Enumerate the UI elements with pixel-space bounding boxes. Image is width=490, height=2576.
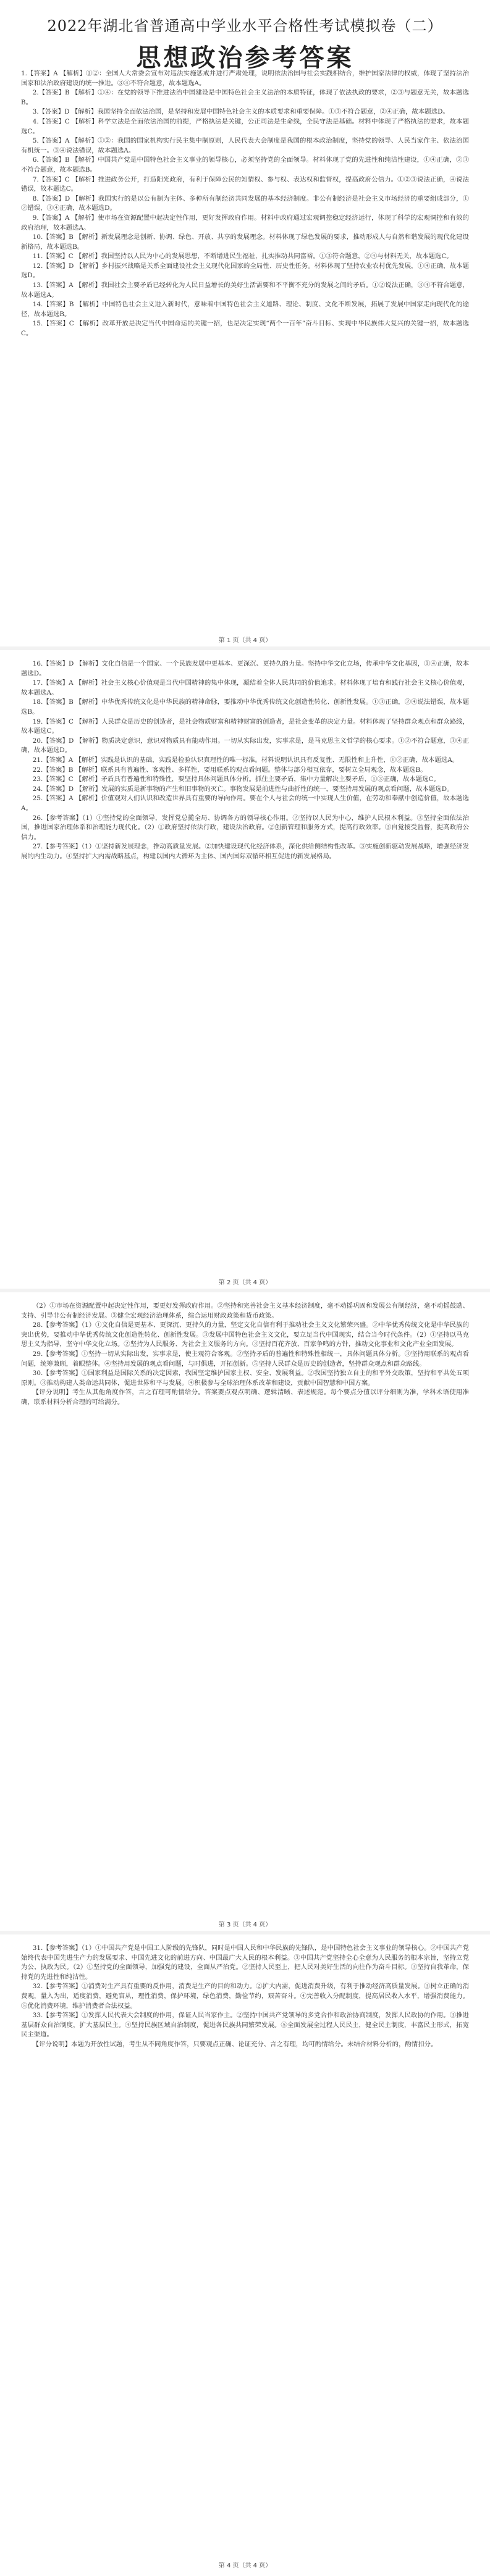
page-footer: 第 4 页（共 4 页） — [218, 2562, 272, 2569]
answer-paragraph: 10.【答案】B 【解析】新发展理念是创新、协调、绿色、开放、共享的发展理念。材料体现了绿色发展的要求，推动形成人与自然和谐发展的现代化建设新格局，故本题选B。 — [21, 233, 469, 251]
answer-paragraph: 11.【答案】C 【解析】我国坚持以人民为中心的发展思想，不断增进民生福祉，扎实推动共同富裕。①③符合题意，②④与材料无关，故本题选C。 — [32, 253, 453, 261]
answer-page-1 — [0, 0, 490, 648]
answer-paragraph: 25.【答案】A 【解析】价值观对人们认识和改造世界具有重要的导向作用。要在个人与社会的统一中实现人生价值，在劳动和奉献中创造价值，故本题选A。 — [21, 795, 469, 812]
answer-paragraph: 5.【答案】A 【解析】①②：我国的国家机构实行民主集中制原则，人民代表大会制度是我国的根本政治制度，坚持党的领导、人民当家作主、依法治国有机统一。③④说法错误，故本题选A。 — [21, 137, 469, 154]
answer-paragraph: 9.【答案】A 【解析】使市场在资源配置中起决定性作用，更好发挥政府作用。材料中政府通过宏观调控稳定经济运行，体现了科学的宏观调控和有效的政府治理，故本题选A。 — [21, 214, 469, 232]
answer-paragraph: 19.【答案】C 【解析】人民群众是历史的创造者，是社会物质财富和精神财富的创造者，是社会变革的决定力量。材料体现了坚持群众观点和群众路线，故本题选C。 — [21, 717, 469, 735]
answer-paragraph: 【评分说明】本题为开放性试题，考生从不同角度作答，只要观点正确、论证充分、言之有理，均可酌情给分。未结合材料分析的，酌情扣分。 — [32, 2040, 437, 2048]
answer-paragraph: 12.【答案】D 【解析】乡村振兴战略是关系全面建设社会主义现代化国家的全局性、历史性任务。材料体现了坚持农业农村优先发展，①④正确，故本题选D。 — [21, 262, 469, 280]
answer-paragraph: 28.【参考答案】（1）①文化自信是更基本、更深沉、更持久的力量，坚定文化自信有利于推动社会主义文化繁荣兴盛。②中华优秀传统文化是中华民族的突出优势，要推动中华优秀传统文化创造性转化、创新性发展。③发展中国特色社会主义文化，要立足当代中国现实，结合当今时代条件。（2）①坚持以马克思主义为指导，坚守中华文化立场。②坚持为人民服务、为社会主义服务的方向。③坚持百花齐放、百家争鸣的方针，推动文化事业和文化产业全面发展。 — [21, 1321, 469, 1349]
page-footer: 第 2 页（共 4 页） — [218, 1279, 272, 1286]
answer-paragraph: 13.【答案】A 【解析】我国社会主要矛盾已经转化为人民日益增长的美好生活需要和不平衡不充分的发展之间的矛盾。①②说法正确，③④不符合题意，故本题选A。 — [21, 282, 469, 299]
page-footer: 第 3 页（共 4 页） — [218, 1922, 272, 1928]
answer-text-block — [21, 659, 469, 861]
answer-paragraph: 14.【答案】B 【解析】中国特色社会主义进入新时代，意味着中国特色社会主义道路、理论、制度、文化不断发展，拓展了发展中国家走向现代化的途径，故本题选B。 — [21, 301, 469, 318]
page-title: 思想政治参考答案 — [136, 43, 354, 72]
answer-page-4 — [0, 1933, 490, 2576]
answer-paragraph: 【评分说明】考生从其他角度作答，言之有理可酌情给分。答案要点观点明确、逻辑清晰、表述规范。每个要点分值以评分细则为准，学科术语使用准确，联系材料分析合理的可给满分。 — [21, 1389, 469, 1406]
answer-paragraph: 17.【答案】A 【解析】社会主义核心价值观是当代中国精神的集中体现，凝结着全体人民共同的价值追求。材料体现了培育和践行社会主义核心价值观，故本题选A。 — [21, 679, 469, 696]
answer-paragraph: 30.【参考答案】①国家利益是国际关系的决定因素，我国坚定维护国家主权、安全、发展利益。②我国坚持独立自主的和平外交政策，坚持和平共处五项原则。③推动构建人类命运共同体，促进世界和平与发展。④积极参与全球治理体系改革和建设，贡献中国智慧和中国方案。 — [21, 1370, 469, 1387]
page-footer: 第 1 页（共 4 页） — [218, 637, 272, 644]
answer-paragraph: 2.【答案】B 【解析】①④：在党的领导下推进法治中国建设是中国特色社会主义法治的本质特征，体现了依法执政的要求，②③与题意无关，故本题选B。 — [21, 89, 469, 106]
answer-paragraph: 15.【答案】C 【解析】改革开放是决定当代中国命运的关键一招，也是决定实现“两个一百年”奋斗目标、实现中华民族伟大复兴的关键一招，故本题选C。 — [21, 320, 469, 338]
answer-paragraph: 24.【答案】D 【解析】发展的实质是新事物的产生和旧事物的灭亡。事物发展是前进性与曲折性的统一，要坚持用发展的观点看问题，故本题选D。 — [32, 785, 454, 793]
answer-paragraph: 8.【答案】D 【解析】我国实行的是以公有制为主体、多种所有制经济共同发展的基本经济制度。非公有制经济是社会主义市场经济的重要组成部分，①②错误，③④正确，故本题选D。 — [21, 194, 469, 212]
exam-title: 2022年湖北省普通高中学业水平合格性考试模拟卷（二） — [47, 17, 443, 35]
answer-paragraph: 21.【答案】A 【解析】实践是认识的基础，实践是检验认识真理性的唯一标准。材料说明认识具有反复性、无限性和上升性，①②正确，故本题选A。 — [32, 756, 459, 764]
answer-page-2 — [0, 648, 490, 1290]
answer-paragraph: 23.【答案】C 【解析】矛盾具有普遍性和特殊性，要坚持具体问题具体分析。抓住主要矛盾，集中力量解决主要矛盾，①③正确，故本题选C。 — [32, 776, 440, 784]
answer-paragraph: 1.【答案】A 【解析】①②：全国人大常委会宣布对违法实施惩戒并进行严肃处理，说明依法治国与社会实践相结合，维护国家法律的权威，体现了坚持法治国家和法治政府建设的统一推进。③④不符合题意，故本题选A。 — [21, 70, 469, 87]
answer-paragraph: 22.【答案】B 【解析】联系具有普遍性、客观性、多样性，要用联系的观点看问题。整体与部分相互依存，要树立全局观念，故本题选B。 — [32, 766, 427, 774]
answer-paragraph: 27.【参考答案】（1）①坚持新发展理念，推动高质量发展。②加快建设现代化经济体系，深化供给侧结构性改革。③实施创新驱动发展战略，增强经济发展的内生动力。④坚持扩大内需战略基点，构建以国内大循环为主体、国内国际双循环相互促进的新发展格局。 — [21, 843, 469, 860]
answer-paragraph: 26.【参考答案】（1）①坚持党的全面领导，发挥党总揽全局、协调各方的领导核心作用。②坚持以人民为中心，维护人民根本利益。③坚持全面依法治国，推进国家治理体系和治理能力现代化。（2）①政府坚持依法行政，建设法治政府。②创新管理和服务方式，提高行政效率。③自觉接受监督，提高政府公信力。 — [21, 814, 469, 841]
answer-paragraph: 4.【答案】C 【解析】科学立法是全面依法治国的前提，严格执法是关键，公正司法是生命线，全民守法是基础。材料中体现了严格执法的要求，故本题选C。 — [21, 117, 469, 135]
answer-paragraph: 6.【答案】B 【解析】中国共产党是中国特色社会主义事业的领导核心，必须坚持党的全面领导。材料体现了党的先进性和纯洁性建设，①④正确，②③不符合题意，故本题选B。 — [21, 156, 469, 174]
answer-paragraph: 20.【答案】D 【解析】物质决定意识，意识对物质具有能动作用。一切从实际出发，实事求是，是马克思主义哲学的核心要求。①②不符合题意，③④正确，故本题选D。 — [21, 737, 469, 755]
answer-paragraph: 32.【参考答案】①消费对生产具有重要的反作用，消费是生产的目的和动力。②扩大内需，促进消费升级，有利于推动经济高质量发展。③树立正确的消费观，量入为出，适度消费，避免盲从，理性消费，保护环境，绿色消费，勤俭节约，艰苦奋斗。④完善收入分配制度，提高居民收入水平，增强消费能力。⑤优化消费环境，维护消费者合法权益。 — [21, 1983, 469, 2010]
answer-text-block — [21, 1944, 469, 2050]
answer-paragraph: 18.【答案】B 【解析】中华优秀传统文化是中华民族的精神命脉，要推动中华优秀传统文化创造性转化、创新性发展。①③正确，②④说法错误，故本题选B。 — [21, 698, 469, 716]
answer-paragraph: （2）①市场在资源配置中起决定性作用，要更好发挥政府作用。②坚持和完善社会主义基本经济制度，毫不动摇巩固和发展公有制经济，毫不动摇鼓励、支持、引导非公有制经济发展。③健全宏观经济治理体系，综合运用财政政策和货币政策。 — [21, 1302, 469, 1319]
answer-paragraph: 7.【答案】C 【解析】推进政务公开，打造阳光政府，有利于保障公民的知情权、参与权、表达权和监督权，提高政府公信力。①②③说法正确，④说法错误，故本题选C。 — [21, 175, 469, 193]
answer-paragraph: 31.【参考答案】（1）①中国共产党是中国工人阶级的先锋队，同时是中国人民和中华民族的先锋队，是中国特色社会主义事业的领导核心。②中国共产党始终代表中国先进生产力的发展要求、中国先进文化的前进方向、中国最广大人民的根本利益。③中国共产党坚持全心全意为人民服务的根本宗旨，坚持立党为公、执政为民。（2）①坚持党的全面领导，加强党的建设，全面从严治党。②坚持人民至上，把人民对美好生活的向往作为奋斗目标。③坚持自我革命，保持党的先进性和纯洁性。 — [21, 1944, 469, 1981]
answer-text-block — [21, 1302, 469, 1408]
answer-paragraph: 33.【参考答案】①发挥人民代表大会制度的作用，保证人民当家作主。②坚持中国共产党领导的多党合作和政治协商制度，发挥人民政协的作用。③推进基层群众自治制度，扩大基层民主。④坚持民族区域自治制度，促进各民族共同繁荣发展。⑤全面发展全过程人民民主，健全民主制度，丰富民主形式，拓宽民主渠道。 — [21, 2012, 469, 2039]
answer-page-3 — [0, 1290, 490, 1933]
answer-paragraph: 29.【参考答案】①坚持一切从实际出发，实事求是，使主观符合客观。②坚持矛盾的普遍性和特殊性相统一，具体问题具体分析。③坚持用联系的观点看问题，统筹兼顾，着眼整体。④坚持用发展的观点看问题，与时俱进，开拓创新。⑤坚持人民群众是历史的创造者，坚持群众观点和群众路线。 — [21, 1350, 469, 1368]
answer-text-block — [21, 69, 469, 339]
answer-paragraph: 16.【答案】D 【解析】文化自信是一个国家、一个民族发展中更基本、更深沉、更持久的力量。坚持中华文化立场，传承中华文化基因，①④正确，故本题选D。 — [21, 660, 469, 677]
answer-paragraph: 3.【答案】D 【解析】我国坚持全面依法治国，是坚持和发展中国特色社会主义的本质要求和重要保障。①③不符合题意，②④正确，故本题选D。 — [32, 108, 449, 116]
